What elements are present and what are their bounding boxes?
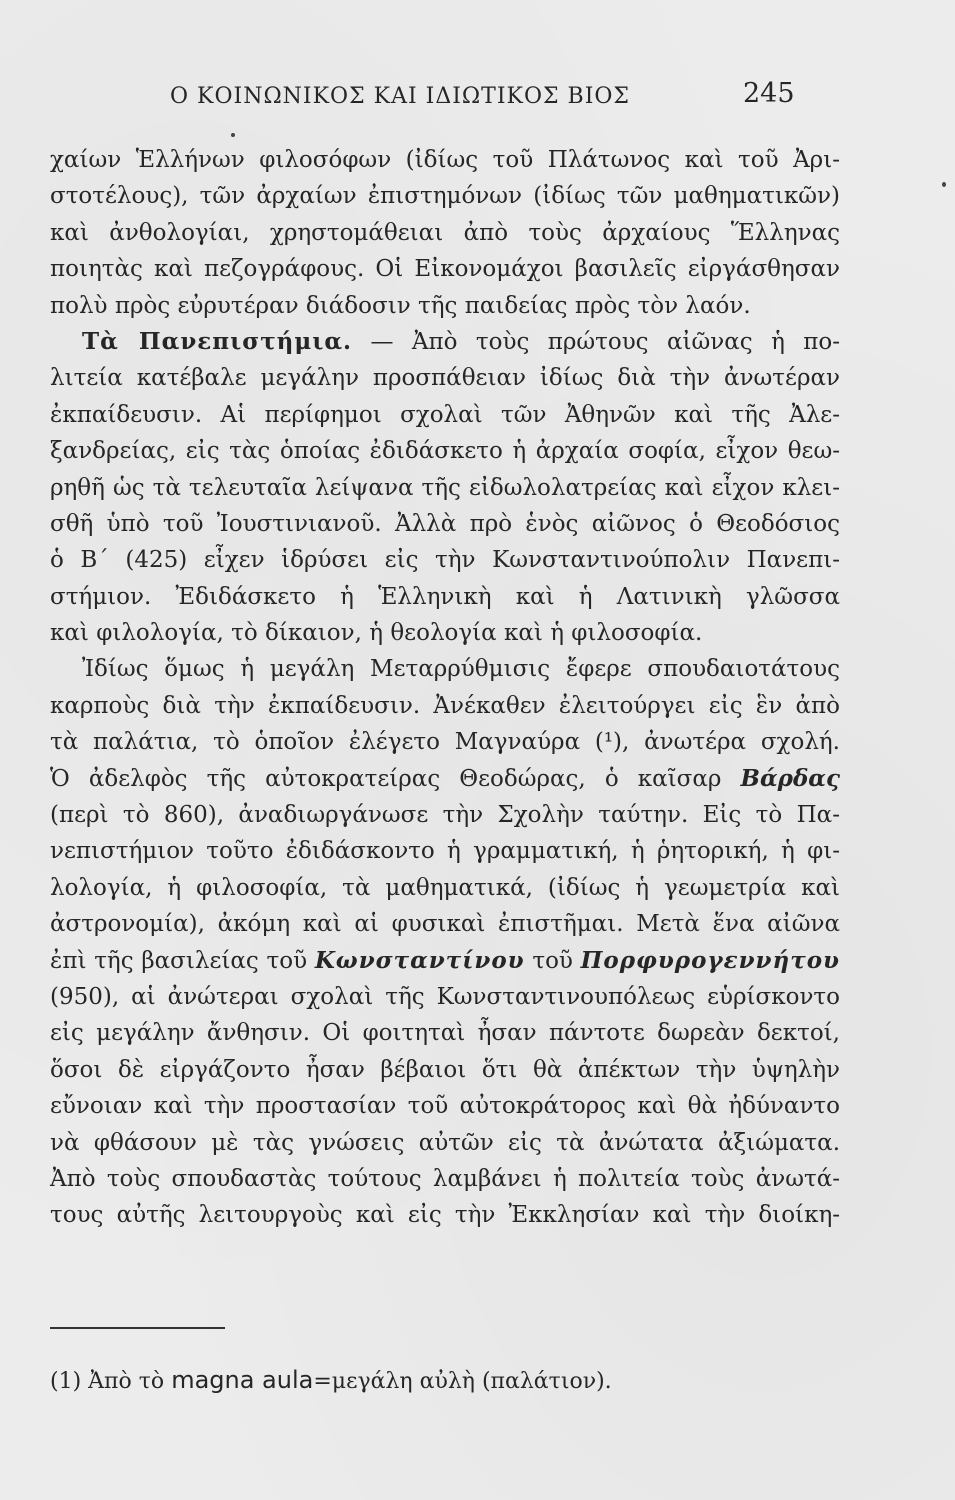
print-speck <box>942 182 946 187</box>
text-line: τους αὐτῆς λειτουργοὺς καὶ εἰς τὴν Ἐκκλησίαν καὶ τὴν διοίκη- <box>50 1202 840 1229</box>
text-line: ρηθῆ ὡς τὰ τελευταῖα λείψανα τῆς εἰδωλολατρείας καὶ εἶχον κλει- <box>50 474 840 501</box>
text-line: ποιητὰς καὶ πεζογράφους. Οἱ Εἰκονομάχοι βασιλεῖς εἰργάσθησαν <box>50 256 840 283</box>
text-span: Ὁ ἀδελφὸς τῆς αὐτοκρατείρας Θεοδώρας, ὁ καῖσαρ <box>50 765 722 792</box>
text-span: τοῦ <box>532 947 573 974</box>
text-line: νεπιστήμιον τοῦτο ἐδιδάσκοντο ἡ γραμματική, ἡ ῥητορική, ἡ φι- <box>50 838 840 865</box>
text-line: λολογία, ἡ φιλοσοφία, τὰ μαθηματικά, (ἰδίως ἡ γεωμετρία καὶ <box>50 874 840 901</box>
footnote-rule <box>50 1327 225 1329</box>
text-line: σθῆ ὑπὸ τοῦ Ἰουστινιανοῦ. Ἀλλὰ πρὸ ἑνὸς αἰῶνος ὁ Θεοδόσιος <box>50 510 840 537</box>
text-line: ξανδρείας, εἰς τὰς ὁποίας ἐδιδάσκετο ἡ ἀρχαία σοφία, εἶχον θεω- <box>50 438 840 465</box>
text-line-with-names <box>50 943 840 979</box>
text-line: ἀστρονομία), ἀκόμη καὶ αἱ φυσικαὶ ἐπιστῆμαι. Μετὰ ἕνα αἰῶνα <box>50 911 840 938</box>
text-line: (950), αἱ ἀνώτεραι σχολαὶ τῆς Κωνσταντινουπόλεως εὑρίσκοντο <box>50 983 840 1010</box>
footnote-marker: (1) <box>50 1369 82 1394</box>
footnote-text: Ἀπὸ τὸ <box>88 1369 165 1394</box>
text-line: τὰ παλάτια, τὸ ὁποῖον ἐλέγετο Μαγναύρα (¹), ἀνωτέρα σχολή. <box>50 729 840 756</box>
text-line: πολὺ πρὸς εὐρυτέραν διάδοσιν τῆς παιδείας πρὸς τὸν λαόν. <box>50 292 751 319</box>
text-line: λιτεία κατέβαλε μεγάλην προσπάθειαν ἰδίως διὰ τὴν ἀνωτέραν <box>50 365 840 392</box>
footnote-text: =μεγάλη αὐλὴ (παλάτιον). <box>313 1369 612 1394</box>
print-speck <box>231 133 235 137</box>
running-head: Ο ΚΟΙΝΩΝΙΚΟΣ ΚΑΙ ΙΔΙΩΤΙΚΟΣ ΒΙΟΣ <box>170 84 630 109</box>
text-line: Ἀπὸ τοὺς σπουδαστὰς τούτους λαμβάνει ἡ πολιτεία τοὺς ἀνωτά- <box>50 1165 840 1192</box>
text-line: ἐκπαίδευσιν. Αἱ περίφημοι σχολαὶ τῶν Ἀθηνῶν καὶ τῆς Ἀλε- <box>50 401 840 428</box>
text-line: εὔνοιαν καὶ τὴν προστασίαν τοῦ αὐτοκράτορος καὶ θὰ ἠδύναντο <box>50 1093 840 1120</box>
section-heading-line <box>50 324 840 360</box>
text-line: ὁ Β΄ (425) εἶχεν ἱδρύσει εἰς τὴν Κωνσταντινούπολιν Πανεπι- <box>50 547 840 574</box>
text-line: στοτέλους), τῶν ἀρχαίων ἐπιστημόνων (ἰδίως τῶν μαθηματικῶν) <box>50 183 840 210</box>
text-line: νὰ φθάσουν μὲ τὰς γνώσεις αὐτῶν εἰς τὰ ἀνώτατα ἀξιώματα. <box>50 1129 840 1156</box>
proper-name: Πορφυρογεννήτου <box>580 946 841 974</box>
proper-name: Βάρδας <box>740 764 841 792</box>
text-line: καὶ φιλολογία, τὸ δίκαιον, ἡ θεολογία καὶ ἡ φιλοσοφία. <box>50 620 703 647</box>
text-line: εἰς μεγάλην ἄνθησιν. Οἱ φοιτηταὶ ἦσαν πάντοτε δωρεὰν δεκτοί, <box>50 1020 840 1047</box>
body-text <box>50 142 840 1234</box>
text-line-with-name <box>50 761 840 797</box>
text-line: Ἰδίως ὅμως ἡ μεγάλη Μεταρρύθμισις ἔφερε σπουδαιοτάτους <box>82 656 840 683</box>
footnote-latin-term: magna aula <box>171 1366 314 1394</box>
text-line: στήμιον. Ἐδιδάσκετο ἡ Ἑλληνικὴ καὶ ἡ Λατινικὴ γλῶσσα <box>50 583 840 610</box>
section-heading: Τὰ Πανεπιστήμια. <box>82 327 353 355</box>
text-line: ὅσοι δὲ εἰργάζοντο ἦσαν βέβαιοι ὅτι θὰ ἀπέκτων τὴν ὑψηλὴν <box>50 1056 840 1083</box>
text-line: (περὶ τὸ 860), ἀναδιωργάνωσε τὴν Σχολὴν ταύτην. Εἰς τὸ Πα- <box>50 802 840 829</box>
page-header <box>0 76 955 116</box>
text-line: καὶ ἀνθολογίαι, χρηστομάθειαι ἀπὸ τοὺς ἀρχαίους Ἕλληνας <box>50 219 840 246</box>
text-span: — Ἀπὸ τοὺς πρώτους αἰῶνας ἡ πο- <box>370 328 841 355</box>
proper-name: Κωνσταντίνου <box>314 946 525 974</box>
text-line: καρποὺς διὰ τὴν ἐκπαίδευσιν. Ἀνέκαθεν ἐλειτούργει εἰς ἓν ἀπὸ <box>50 692 840 719</box>
text-span: ἐπὶ τῆς βασιλείας τοῦ <box>50 947 308 974</box>
footnote <box>50 1366 840 1394</box>
text-line: χαίων Ἑλλήνων φιλοσόφων (ἰδίως τοῦ Πλάτωνος καὶ τοῦ Ἀρι- <box>50 147 840 173</box>
page-number: 245 <box>743 78 795 109</box>
